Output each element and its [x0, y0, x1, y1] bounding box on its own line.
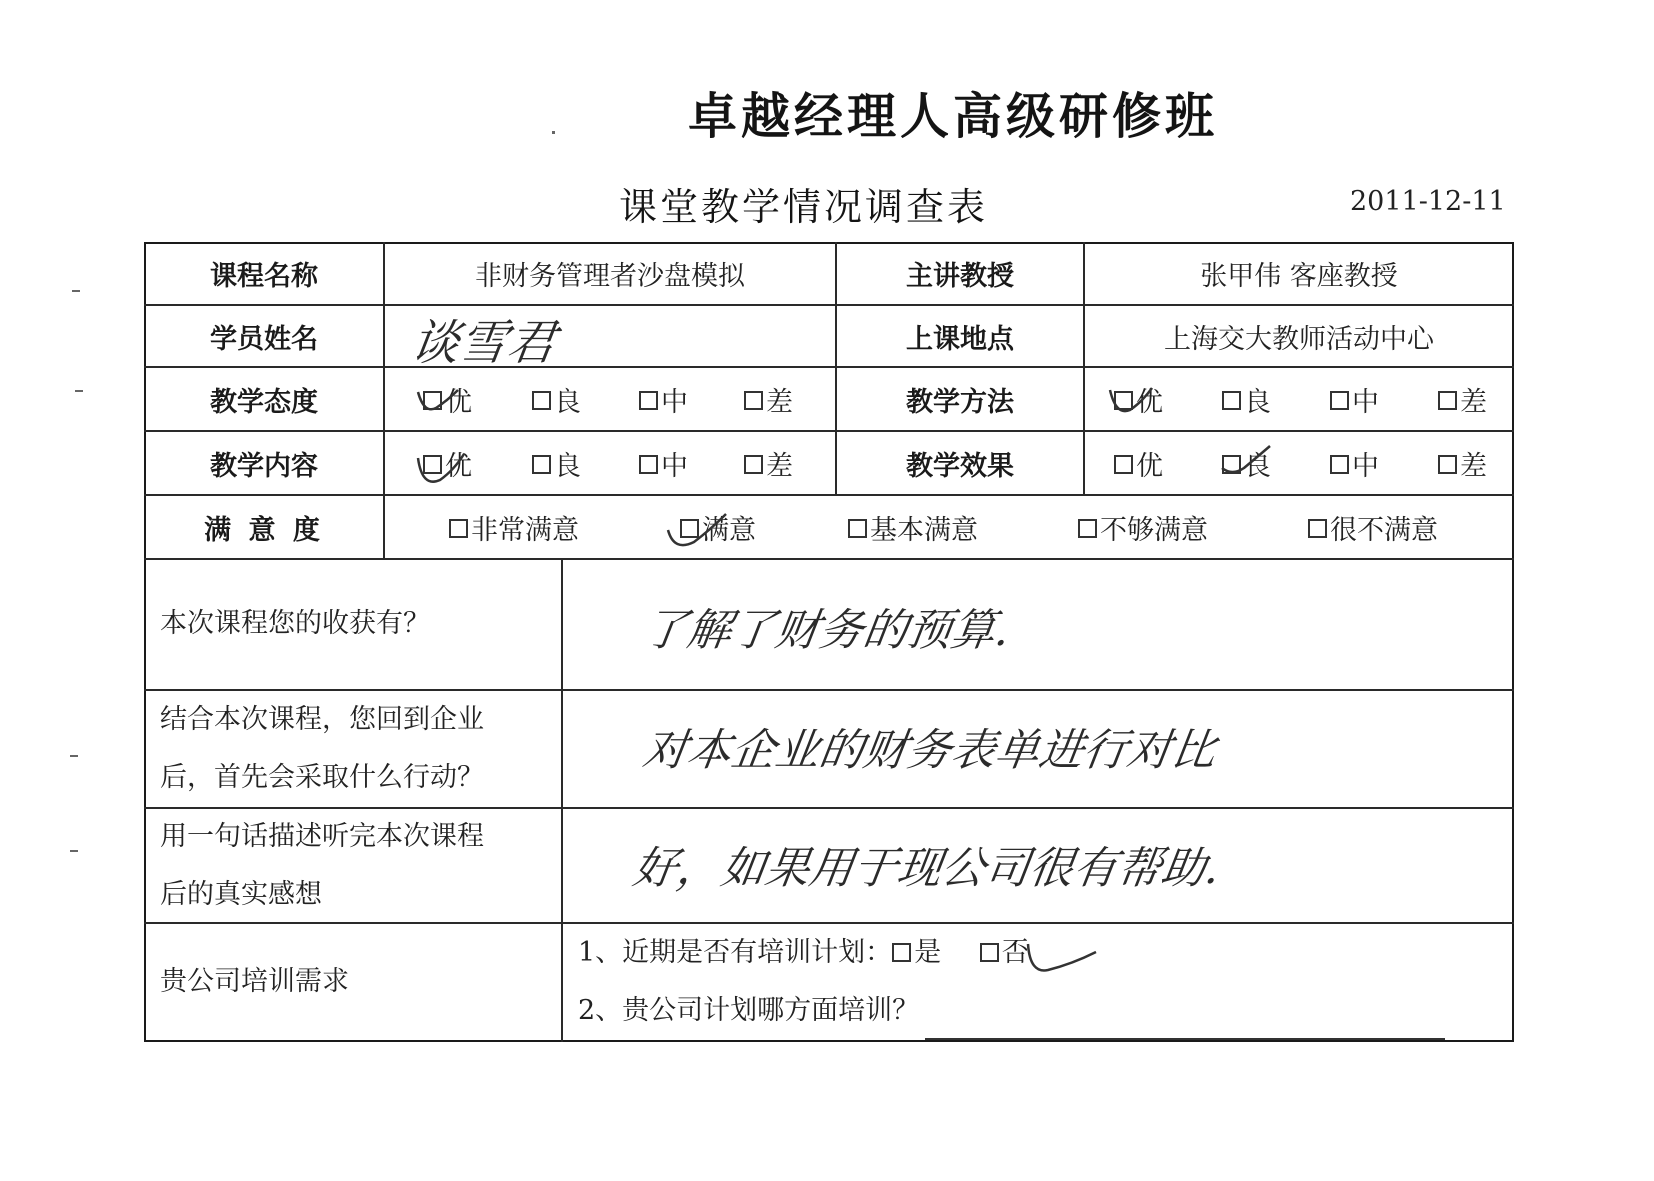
checkbox[interactable] [532, 455, 551, 474]
attitude-option-good[interactable]: 良 [532, 381, 581, 417]
location-value: 上海交大教师活动中心 [1164, 323, 1434, 355]
training-item2: 2、贵公司计划哪方面培训？ [578, 982, 1445, 1040]
effect-option-good[interactable]: 良 [1222, 445, 1271, 481]
checkbox[interactable] [1330, 391, 1349, 410]
scan-speck [70, 755, 78, 757]
content-option-good[interactable]: 良 [532, 445, 581, 481]
attitude-option-medium[interactable]: 中 [639, 381, 688, 417]
effect-option-excellent[interactable]: 优 [1114, 445, 1163, 481]
checkbox[interactable] [1222, 391, 1241, 410]
scan-speck [552, 131, 555, 134]
checkbox[interactable] [848, 519, 867, 538]
scan-speck [70, 850, 78, 852]
training-no-label: 否 [1001, 937, 1029, 968]
content-option-medium[interactable]: 中 [639, 445, 688, 481]
effect-option-medium[interactable]: 中 [1330, 445, 1379, 481]
scan-speck [72, 290, 80, 292]
checkbox[interactable] [1114, 455, 1133, 474]
training-yes-label: 是 [914, 937, 942, 968]
attitude-label: 教学态度 [210, 386, 318, 418]
professor-label: 主讲教授 [906, 261, 1014, 292]
satisfaction-option-basically-satisfied[interactable]: 基本满意 [848, 509, 978, 545]
method-option-medium[interactable]: 中 [1330, 381, 1379, 417]
satisfaction-label: 满 意 度 [204, 514, 324, 546]
question-action-line1: 结合本次课程，您回到企业 [160, 704, 484, 735]
survey-form [144, 242, 1514, 1042]
checkbox[interactable] [980, 943, 999, 962]
checkbox[interactable] [892, 943, 911, 962]
form-title: 卓越经理人高级研修班 [688, 88, 1219, 145]
checkbox[interactable] [1438, 455, 1457, 474]
student-name-label: 学员姓名 [210, 323, 318, 355]
col-divider [561, 558, 563, 1042]
checkbox[interactable] [532, 391, 551, 410]
attitude-option-excellent[interactable]: 优 [423, 381, 472, 417]
satisfaction-option-very-satisfied[interactable]: 非常满意 [449, 509, 579, 545]
effect-option-poor[interactable]: 差 [1438, 445, 1487, 481]
tick-satisfaction-satisfied [662, 508, 732, 556]
checkbox[interactable] [744, 391, 763, 410]
question-training: 贵公司培训需求 [160, 966, 349, 997]
checkbox[interactable] [639, 391, 658, 410]
tick-effect-good [1216, 442, 1276, 482]
content-option-excellent[interactable]: 优 [423, 445, 472, 481]
course-name-value: 非财务管理者沙盘模拟 [475, 261, 745, 292]
method-option-poor[interactable]: 差 [1438, 381, 1487, 417]
checkbox[interactable] [639, 455, 658, 474]
scan-speck [75, 390, 83, 392]
method-option-excellent[interactable]: 优 [1114, 381, 1163, 417]
location-label: 上课地点 [906, 323, 1014, 355]
question-feeling-line2: 后的真实感想 [160, 879, 322, 910]
attitude-option-poor[interactable]: 差 [744, 381, 793, 417]
form-date: 2011-12-11 [1350, 186, 1506, 217]
professor-value: 张甲伟 客座教授 [1200, 261, 1398, 292]
checkbox[interactable] [1438, 391, 1457, 410]
effect-label: 教学效果 [906, 450, 1014, 482]
tick-attitude-excellent [414, 382, 464, 422]
answer-gain: 了解了财务的预算. [639, 605, 1013, 656]
answer-action: 对本企业的财务表单进行对比 [639, 725, 1219, 776]
content-label: 教学内容 [210, 450, 318, 482]
method-label: 教学方法 [906, 386, 1014, 418]
satisfaction-option-very-unsatisfied[interactable]: 很不满意 [1308, 509, 1438, 545]
question-action-line2: 后，首先会采取什么行动？ [160, 762, 484, 793]
question-feeling-line1: 用一句话描述听完本次课程 [160, 821, 484, 852]
method-option-good[interactable]: 良 [1222, 381, 1271, 417]
answer-feeling: 好，如果用于现公司很有帮助. [629, 843, 1223, 894]
tick-method-excellent [1106, 382, 1156, 422]
course-name-label: 课程名称 [210, 261, 318, 292]
satisfaction-option-not-satisfied[interactable]: 不够满意 [1078, 509, 1208, 545]
student-signature: 谈雪君 [407, 315, 560, 371]
tick-training-no [1022, 938, 1102, 982]
training-blank-line[interactable] [925, 1012, 1445, 1040]
question-gain: 本次课程您的收获有？ [160, 608, 430, 639]
checkbox[interactable] [1330, 455, 1349, 474]
tick-content-excellent [412, 444, 472, 492]
satisfaction-option-satisfied[interactable]: 满意 [680, 509, 756, 545]
checkbox[interactable] [744, 455, 763, 474]
checkbox[interactable] [1078, 519, 1097, 538]
form-subtitle: 课堂教学情况调查表 [619, 185, 989, 229]
checkbox[interactable] [449, 519, 468, 538]
checkbox[interactable] [1308, 519, 1327, 538]
training-item1: 1、近期是否有培训计划： 是 否 [578, 937, 1029, 968]
content-option-poor[interactable]: 差 [744, 445, 793, 481]
